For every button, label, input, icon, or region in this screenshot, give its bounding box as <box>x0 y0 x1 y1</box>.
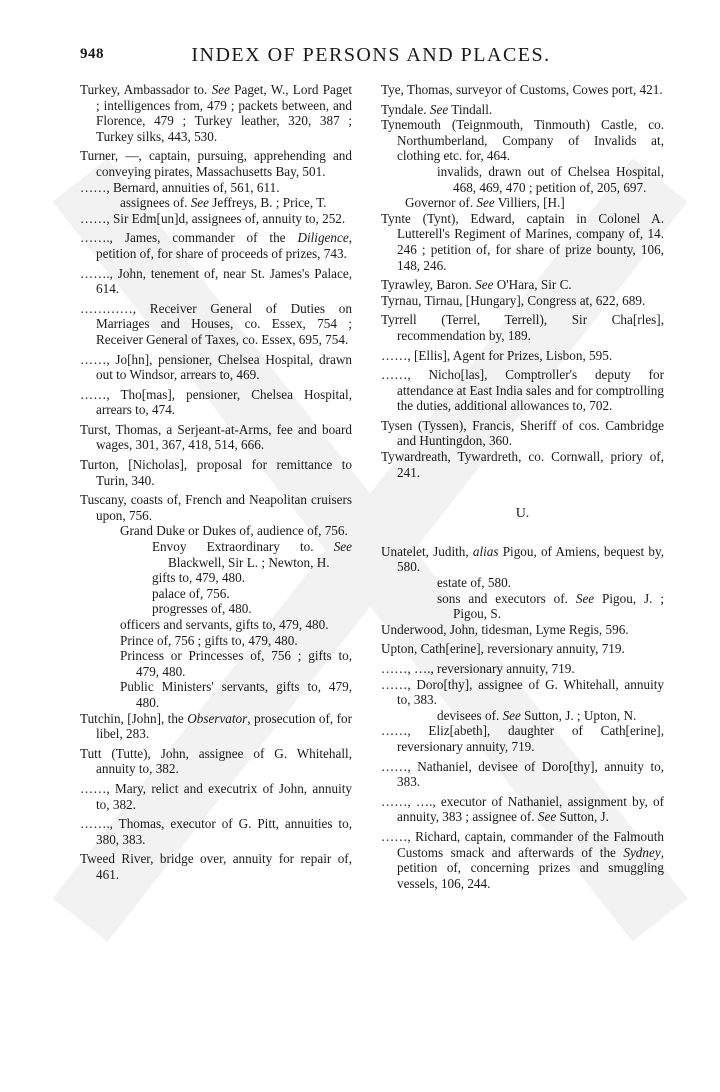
index-entry: ……., James, commander of the Diligence, petition of, for share of proceeds of prizes, 743. <box>80 230 352 261</box>
index-entry: ……., Thomas, executor of G. Pitt, annuities to, 380, 383. <box>80 816 352 847</box>
index-entry: ……, Nathaniel, devisee of Doro[thy], annuity to, 383. <box>381 758 664 790</box>
index-entry: ……, …., reversionary annuity, 719. <box>381 661 575 676</box>
right-column <box>381 82 664 895</box>
index-entry: ……, Doro[thy], assignee of G. Whitehall, annuity to, 383. <box>381 676 664 708</box>
running-title: INDEX OF PERSONS AND PLACES. <box>191 44 551 66</box>
left-column <box>80 82 352 887</box>
index-entry: Turkey, Ambassador to. See Paget, W., Lord Paget ; intelligences from, 479 ; packets between, and Florence, 479 ; Turkey leather, 320, 387 ; Turkey silks, 443, 530. <box>80 82 352 144</box>
index-entry: Tutchin, [John], the Observator, prosecution of, for libel, 283. <box>80 710 352 742</box>
index-entry: progresses of, 480. <box>152 601 252 617</box>
index-entry: Governor of. See Villiers, [H.] <box>405 195 565 211</box>
index-entry: Turton, [Nicholas], proposal for remittance to Turin, 340. <box>80 457 352 488</box>
index-entry: ……, Richard, captain, commander of the Falmouth Customs smack and afterwards of the Sydney, petition of, concerning prizes and smuggling vessels, 106, 244. <box>381 828 664 891</box>
index-entry: ……, Mary, relict and executrix of John, annuity to, 382. <box>80 780 352 812</box>
index-entry: Tyndale. See Tindall. <box>381 101 493 117</box>
index-entry: estate of, 580. <box>437 575 511 591</box>
index-entry: ……, Bernard, annuities of, 561, 611. <box>80 179 280 195</box>
index-entry: Tynte (Tynt), Edward, captain in Colonel A. Lutterell's Regiment of Marines, company of, 14. 246 ; petition of, for share of prize bounty, 106, 148, 246. <box>381 210 664 273</box>
index-entry: Tuscany, coasts of, French and Neapolitan cruisers upon, 756. <box>80 492 352 523</box>
index-entry: Princess or Princesses of, 756 ; gifts to, 479, 480. <box>120 648 352 679</box>
index-entry: gifts to, 479, 480. <box>152 570 246 586</box>
index-entry: Tyrnau, Tirnau, [Hungary], Congress at, 622, 689. <box>381 292 646 308</box>
index-entry: officers and servants, gifts to, 479, 480. <box>120 617 329 632</box>
index-entry: Tysen (Tyssen), Francis, Sheriff of cos. Cambridge and Huntingdon, 360. <box>381 417 664 449</box>
index-entry: Tynemouth (Teignmouth, Tinmouth) Castle, co. Northumberland, Company of Invalids at, clothing etc. for, 464. <box>381 117 664 164</box>
index-entry: Tutt (Tutte), John, assignee of G. Whitehall, annuity to, 382. <box>80 745 352 777</box>
index-entry: ……, …., executor of Nathaniel, assignment by, of annuity, 383 ; assignee of. See Sutton, J. <box>381 793 664 825</box>
index-entry: Tywardreath, Tywardreth, co. Cornwall, priory of, 241. <box>381 449 664 480</box>
index-entry: palace of, 756. <box>152 585 230 601</box>
index-entry: ……, Sir Edm[un]d, assignees of, annuity to, 252. <box>80 210 346 226</box>
index-entry: Unatelet, Judith, alias Pigou, of Amiens, bequest by, 580. <box>381 543 664 575</box>
index-entry: invalids, drawn out of Chelsea Hospital, 468, 469, 470 ; petition of, 205, 697. <box>437 163 664 195</box>
index-entry: Turner, —, captain, pursuing, apprehending and conveying pirates, Massachusetts Bay, 501. <box>80 148 352 179</box>
index-entry: ……, Jo[hn], pensioner, Chelsea Hospital, drawn out to Windsor, arrears to, 469. <box>80 351 352 383</box>
index-entry: assignees of. See Jeffreys, B. ; Price, T. <box>120 195 327 211</box>
index-entry: Tye, Thomas, surveyor of Customs, Cowes port, 421. <box>381 82 663 97</box>
index-entry: ……, Nicho[las], Comptroller's deputy for attendance at East India sales and for comptrolling the duties, additional allowances to, 702. <box>381 367 664 414</box>
index-entry: devisees of. See Sutton, J. ; Upton, N. <box>437 707 637 723</box>
index-entry: Grand Duke or Dukes of, audience of, 756. <box>120 523 348 539</box>
index-entry: ……, Tho[mas], pensioner, Chelsea Hospital, arrears to, 474. <box>80 386 352 418</box>
index-entry: Underwood, John, tidesman, Lyme Regis, 596. <box>381 621 629 637</box>
index-entry: Tyrrell (Terrel, Terrell), Sir Cha[rles], recommendation by, 189. <box>381 312 664 343</box>
index-entry: Tyrawley, Baron. See O'Hara, Sir C. <box>381 277 572 293</box>
page-number: 948 <box>80 46 104 62</box>
index-entry: Prince of, 756 ; gifts to, 479, 480. <box>120 632 298 648</box>
section-letter: U. <box>515 506 530 522</box>
index-entry: ……., John, tenement of, near St. James's Palace, 614. <box>80 265 352 297</box>
index-entry: sons and executors of. See Pigou, J. ; Pigou, S. <box>437 590 664 622</box>
index-entry: Tweed River, bridge over, annuity for repair of, 461. <box>80 851 352 882</box>
index-entry: Envoy Extraordinary to. See Blackwell, Sir L. ; Newton, H. <box>152 539 352 570</box>
index-entry: ……, [Ellis], Agent for Prizes, Lisbon, 595. <box>381 347 613 363</box>
index-entry: Public Ministers' servants, gifts to, 479, 480. <box>120 679 352 710</box>
index-entry: Turst, Thomas, a Serjeant-at-Arms, fee and board wages, 301, 367, 418, 514, 666. <box>80 421 352 453</box>
page-header <box>80 44 662 74</box>
index-entry: …………, Receiver General of Duties on Marriages and Houses, co. Essex, 754 ; Receiver General of Taxes, co. Essex, 695, 754. <box>80 300 352 347</box>
index-entry: Upton, Cath[erine], reversionary annuity, 719. <box>381 641 625 657</box>
index-entry: ……, Eliz[abeth], daughter of Cath[erine], reversionary annuity, 719. <box>381 723 664 754</box>
